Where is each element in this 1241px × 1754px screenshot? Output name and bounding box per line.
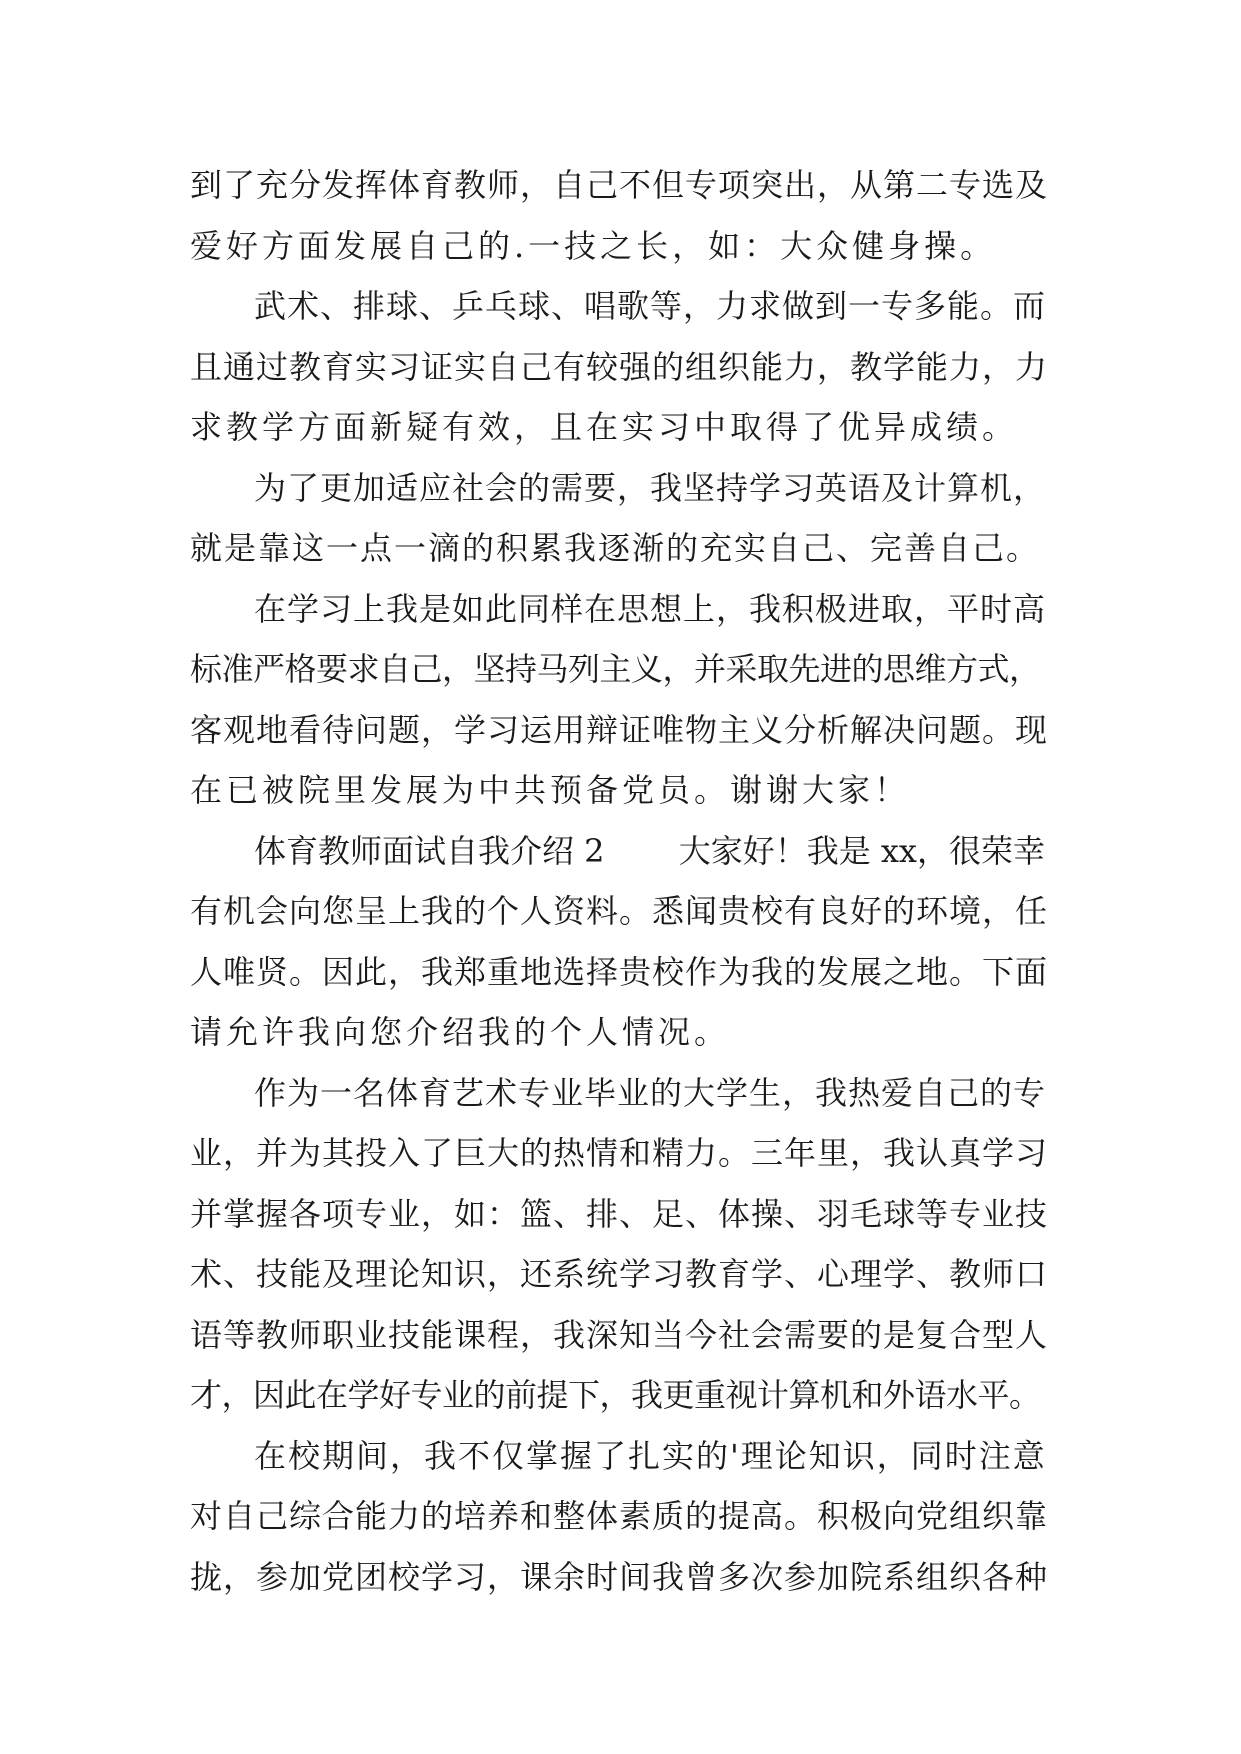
text-line: 体育教师面试自我介绍 2 大家好！我是 xx，很荣幸: [254, 831, 1045, 870]
text-line: 武术、排球、乒乓球、唱歌等，力求做到一专多能。而: [254, 287, 1047, 325]
text-line: 才，因此在学好专业的前提下，我更重视计算机和外语水平。: [190, 1376, 1041, 1414]
text-line: 为了更加适应社会的需要，我坚持学习英语及计算机，: [254, 468, 1047, 507]
text-line: 标准严格要求自己，坚持马列主义，并采取先进的思维方式，: [190, 650, 1041, 688]
text-line: 爱好方面发展自己的.一技之长，如：大众健身操。: [190, 226, 997, 265]
text-line: 在校期间，我不仅掌握了扎实的'理论知识，同时注意: [254, 1436, 1047, 1475]
text-line: 对自己综合能力的培养和整体素质的提高。积极向党组织靠: [190, 1497, 1049, 1535]
text-line: 到了充分发挥体育教师，自己不但专项突出，从第二专选及: [190, 166, 1049, 204]
text-line: 在学习上我是如此同样在思想上，我积极进取，平时高: [254, 589, 1047, 628]
text-line: 拢，参加党团校学习，课余时间我曾多次参加院系组织各种: [190, 1557, 1049, 1596]
text-line: 并掌握各项专业，如：篮、排、足、体操、羽毛球等专业技: [190, 1194, 1049, 1233]
text-line: 且通过教育实习证实自己有较强的组织能力，教学能力，力: [190, 347, 1049, 386]
text-line: 有机会向您呈上我的个人资料。悉闻贵校有良好的环境，任: [190, 892, 1049, 930]
text-line: 在已被院里发展为中共预备党员。谢谢大家！: [190, 771, 911, 809]
text-line: 求教学方面新疑有效，且在实习中取得了优异成绩。: [190, 408, 1019, 446]
text-line: 请允许我向您介绍我的个人情况。: [190, 1013, 731, 1051]
text-line: 语等教师职业技能课程，我深知当今社会需要的是复合型人: [190, 1315, 1049, 1354]
text-line: 人唯贤。因此，我郑重地选择贵校作为我的发展之地。下面: [190, 952, 1049, 991]
document-body: [190, 155, 1052, 1607]
text-line: 客观地看待问题，学习运用辩证唯物主义分析解决问题。现: [190, 710, 1049, 749]
text-line: 就是靠这一点一滴的积累我逐渐的充实自己、完善自己。: [190, 529, 1041, 567]
text-line: 术、技能及理论知识，还系统学习教育学、心理学、教师口: [190, 1255, 1049, 1293]
text-line: 作为一名体育艺术专业毕业的大学生，我热爱自己的专: [254, 1073, 1047, 1112]
text-line: 业，并为其投入了巨大的热情和精力。三年里，我认真学习: [190, 1134, 1049, 1172]
